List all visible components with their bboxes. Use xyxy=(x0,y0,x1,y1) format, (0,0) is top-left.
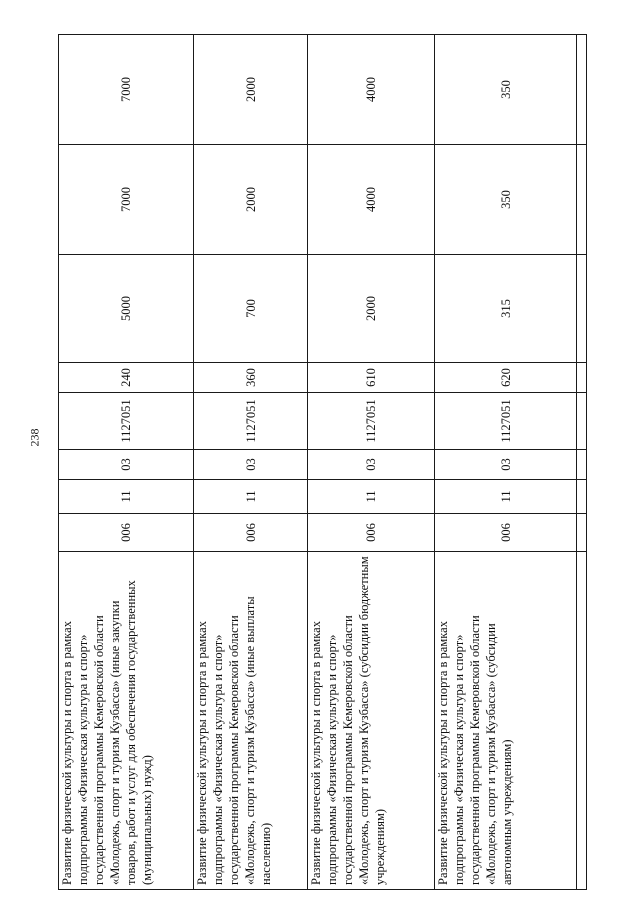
amount-2: 350 xyxy=(435,145,577,255)
row-description: Развитие физической культуры и спорта в рамках подпрограммы «Физическая культура и спорт» государственной программы Кемеровской области «Молодежь, спорт и туризм Кузбасса» (субсидии бюджетным учреждениям) xyxy=(308,552,435,890)
ministry-code: 006 xyxy=(59,514,194,552)
amount-3: 7000 xyxy=(59,35,194,145)
subsection-code: 03 xyxy=(435,450,577,480)
expense-type-code: 360 xyxy=(193,363,308,393)
amount-3: 4000 xyxy=(308,35,435,145)
expense-type-code: 610 xyxy=(308,363,435,393)
empty-cell xyxy=(576,363,586,393)
empty-cell xyxy=(576,255,586,363)
subsection-code: 03 xyxy=(308,450,435,480)
expense-type-code: 620 xyxy=(435,363,577,393)
section-code: 11 xyxy=(193,480,308,514)
amount-3: 350 xyxy=(435,35,577,145)
section-code: 11 xyxy=(59,480,194,514)
page-number-text: 238 xyxy=(27,428,42,447)
amount-2: 2000 xyxy=(193,145,308,255)
table-row xyxy=(308,35,435,890)
row-description: Развитие физической культуры и спорта в рамках подпрограммы «Физическая культура и спорт» государственной программы Кемеровской области «Молодежь, спорт и туризм Кузбасса» (субсидии автономным учреждениям) xyxy=(435,552,577,890)
section-code: 11 xyxy=(308,480,435,514)
budget-table xyxy=(58,34,587,890)
empty-cell xyxy=(576,514,586,552)
table-row xyxy=(435,35,577,890)
expense-type-code: 240 xyxy=(59,363,194,393)
amount-3: 2000 xyxy=(193,35,308,145)
table-row xyxy=(59,35,194,890)
empty-cell xyxy=(576,35,586,145)
target-article-code: 1127051 xyxy=(308,393,435,450)
amount-2: 7000 xyxy=(59,145,194,255)
ministry-code: 006 xyxy=(193,514,308,552)
section-code: 11 xyxy=(435,480,577,514)
budget-table-frame xyxy=(58,35,587,890)
empty-cell xyxy=(576,450,586,480)
table-row xyxy=(193,35,308,890)
empty-cell xyxy=(576,480,586,514)
target-article-code: 1127051 xyxy=(193,393,308,450)
empty-cell xyxy=(576,145,586,255)
target-article-code: 1127051 xyxy=(59,393,194,450)
table-row-empty xyxy=(576,35,586,890)
empty-cell xyxy=(576,552,586,890)
amount-1: 700 xyxy=(193,255,308,363)
empty-cell xyxy=(576,393,586,450)
amount-1: 2000 xyxy=(308,255,435,363)
budget-table-rotator xyxy=(58,35,587,890)
ministry-code: 006 xyxy=(435,514,577,552)
subsection-code: 03 xyxy=(59,450,194,480)
amount-1: 315 xyxy=(435,255,577,363)
row-description: Развитие физической культуры и спорта в рамках подпрограммы «Физическая культура и спорт» государственной программы Кемеровской области «Молодежь, спорт и туризм Кузбасса» (иные выплаты населению) xyxy=(193,552,308,890)
amount-2: 4000 xyxy=(308,145,435,255)
amount-1: 5000 xyxy=(59,255,194,363)
subsection-code: 03 xyxy=(193,450,308,480)
ministry-code: 006 xyxy=(308,514,435,552)
target-article-code: 1127051 xyxy=(435,393,577,450)
row-description: Развитие физической культуры и спорта в рамках подпрограммы «Физическая культура и спорт» государственной программы Кемеровской области «Молодежь, спорт и туризм Кузбасса» (иные закупки товаров, работ и услуг для обеспечения государственных (муниципальных) нужд) xyxy=(59,552,194,890)
